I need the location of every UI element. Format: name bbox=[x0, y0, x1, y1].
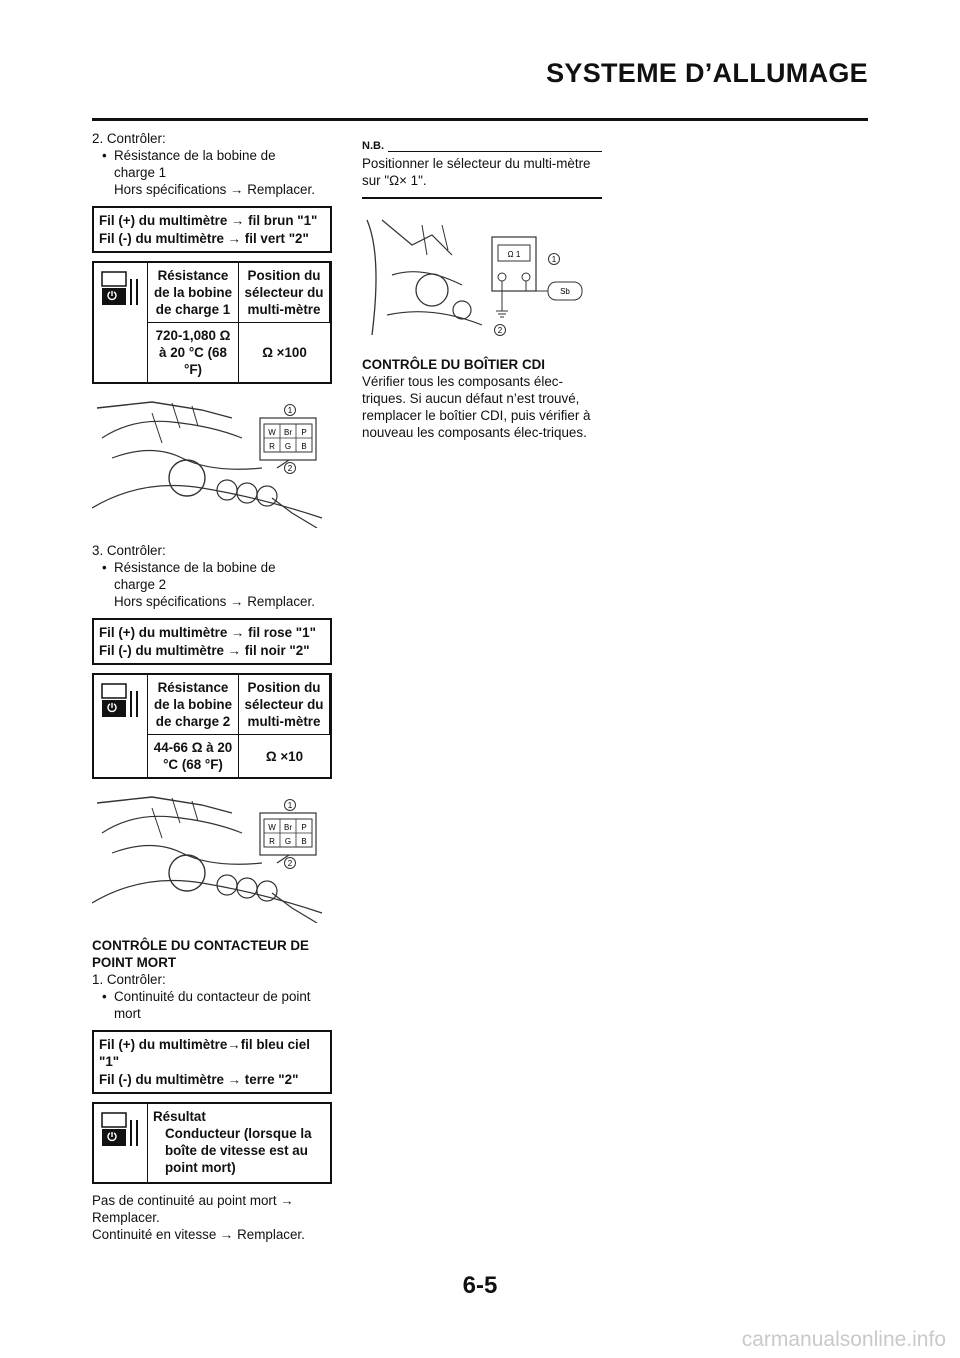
callout-2: 2 bbox=[497, 325, 503, 335]
nb-rule-bottom bbox=[362, 197, 602, 199]
step-3 bbox=[92, 542, 332, 927]
page-title: SYSTEME D’ALLUMAGE bbox=[546, 58, 868, 88]
multimeter-icon bbox=[94, 263, 148, 382]
neutral-after-2: Remplacer. bbox=[92, 1210, 160, 1225]
step-2 bbox=[92, 130, 332, 532]
step-3-action: Hors spécifications → Remplacer. bbox=[114, 594, 315, 609]
bullet-dot: • bbox=[102, 148, 107, 163]
bullet-dot: • bbox=[102, 560, 107, 575]
callout-1: 1 bbox=[551, 254, 557, 264]
result-label: Résultat bbox=[153, 1109, 206, 1124]
pin-b: B bbox=[301, 442, 307, 451]
step-2-spec-table bbox=[92, 261, 332, 384]
cdi-text: Vérifier tous les composants élec-triques. Si aucun défaut n’est trouvé, remplacer le boîtier CDI, puis vérifier à nouveau les composants élec-triques. bbox=[362, 373, 591, 440]
nb-note bbox=[362, 138, 602, 199]
pin-r: R bbox=[269, 837, 275, 846]
pin-br: Br bbox=[284, 428, 292, 437]
pin-b: B bbox=[301, 837, 307, 846]
neutral-section-title: CONTRÔLE DU CONTACTEUR DE POINT MORT bbox=[92, 938, 309, 970]
step-3-leads bbox=[92, 618, 332, 665]
neutral-result-table bbox=[92, 1102, 332, 1184]
pin-p: P bbox=[301, 428, 307, 437]
step-3-head: 3. Contrôler: bbox=[92, 543, 166, 558]
resistance-header: Résistance de la bobine de charge 1 bbox=[148, 263, 239, 323]
multimeter-icon bbox=[94, 675, 148, 777]
step-2-bullet-cont: charge 1 bbox=[114, 165, 167, 180]
neutral-head: 1. Contrôler: bbox=[92, 972, 166, 987]
step-2-action: Hors spécifications → Remplacer. bbox=[114, 182, 315, 197]
lead-plus: Fil (+) du multimètre → fil rose "1" bbox=[99, 625, 316, 640]
selector-header: Position du sélecteur du multi-mètre bbox=[239, 263, 330, 323]
pin-br: Br bbox=[284, 823, 292, 832]
neutral-after-3: Continuité en vitesse → Remplacer. bbox=[92, 1227, 305, 1242]
cdi-section-title: CONTRÔLE DU BOÎTIER CDI bbox=[362, 356, 546, 372]
coil-2-figure bbox=[92, 793, 332, 923]
meter-reading: Ω 1 bbox=[507, 249, 521, 259]
lead-plus: Fil (+) du multimètre → fil brun "1" bbox=[99, 213, 318, 228]
neutral-leads bbox=[92, 1030, 332, 1094]
resistance-value: 720-1,080 Ω à 20 °C (68 °F) bbox=[148, 323, 239, 382]
callout-1: 1 bbox=[287, 406, 293, 415]
nb-text: Positionner le sélecteur du multi-mètre sur "Ω× 1". bbox=[362, 156, 591, 188]
meter-figure bbox=[362, 215, 602, 340]
callout-1: 1 bbox=[287, 801, 293, 810]
resistance-header: Résistance de la bobine de charge 2 bbox=[148, 675, 239, 735]
plug-label: Sb bbox=[560, 286, 570, 296]
multimeter-icon bbox=[94, 1104, 148, 1182]
coil-1-figure bbox=[92, 398, 332, 528]
callout-2: 2 bbox=[287, 464, 293, 473]
step-3-spec-table bbox=[92, 673, 332, 779]
pin-r: R bbox=[269, 442, 275, 451]
lead-minus: Fil (-) du multimètre → terre "2" bbox=[99, 1072, 299, 1087]
header-rule bbox=[92, 118, 868, 121]
pin-w: W bbox=[268, 428, 276, 437]
bullet-dot: • bbox=[102, 989, 107, 1004]
right-column bbox=[362, 130, 602, 441]
neutral-bullet: Continuité du contacteur de point bbox=[114, 989, 311, 1004]
selector-value: Ω ×10 bbox=[265, 748, 304, 764]
pin-w: W bbox=[268, 823, 276, 832]
callout-2: 2 bbox=[287, 859, 293, 868]
result-text: Conducteur (lorsque la boîte de vitesse est au point mort) bbox=[165, 1126, 312, 1175]
nb-label: N.B. bbox=[362, 140, 384, 152]
resistance-value: 44-66 Ω à 20 °C (68 °F) bbox=[148, 735, 239, 777]
page-number: 6-5 bbox=[462, 1272, 498, 1299]
step-3-bullet-cont: charge 2 bbox=[114, 577, 167, 592]
step-3-bullet: Résistance de la bobine de bbox=[114, 560, 276, 575]
pin-g: G bbox=[284, 837, 292, 846]
neutral-bullet-cont: mort bbox=[114, 1006, 141, 1021]
step-2-bullet: Résistance de la bobine de bbox=[114, 148, 276, 163]
lead-plus: Fil (+) du multimètre→fil bleu ciel "1" bbox=[99, 1037, 310, 1069]
lead-minus: Fil (-) du multimètre → fil vert "2" bbox=[99, 231, 309, 246]
neutral-switch-section bbox=[92, 937, 332, 1243]
left-column bbox=[92, 130, 332, 1243]
pin-g: G bbox=[284, 442, 292, 451]
step-2-leads bbox=[92, 206, 332, 253]
selector-value: Ω ×100 bbox=[262, 345, 307, 360]
nb-rule-top bbox=[388, 151, 602, 153]
neutral-after-1: Pas de continuité au point mort → bbox=[92, 1193, 294, 1208]
step-2-head: 2. Contrôler: bbox=[92, 131, 166, 146]
pin-p: P bbox=[301, 823, 307, 832]
lead-minus: Fil (-) du multimètre → fil noir "2" bbox=[99, 643, 310, 658]
selector-header: Position du sélecteur du multi-mètre bbox=[239, 675, 330, 735]
watermark: carmanualsonline.info bbox=[741, 1328, 946, 1351]
